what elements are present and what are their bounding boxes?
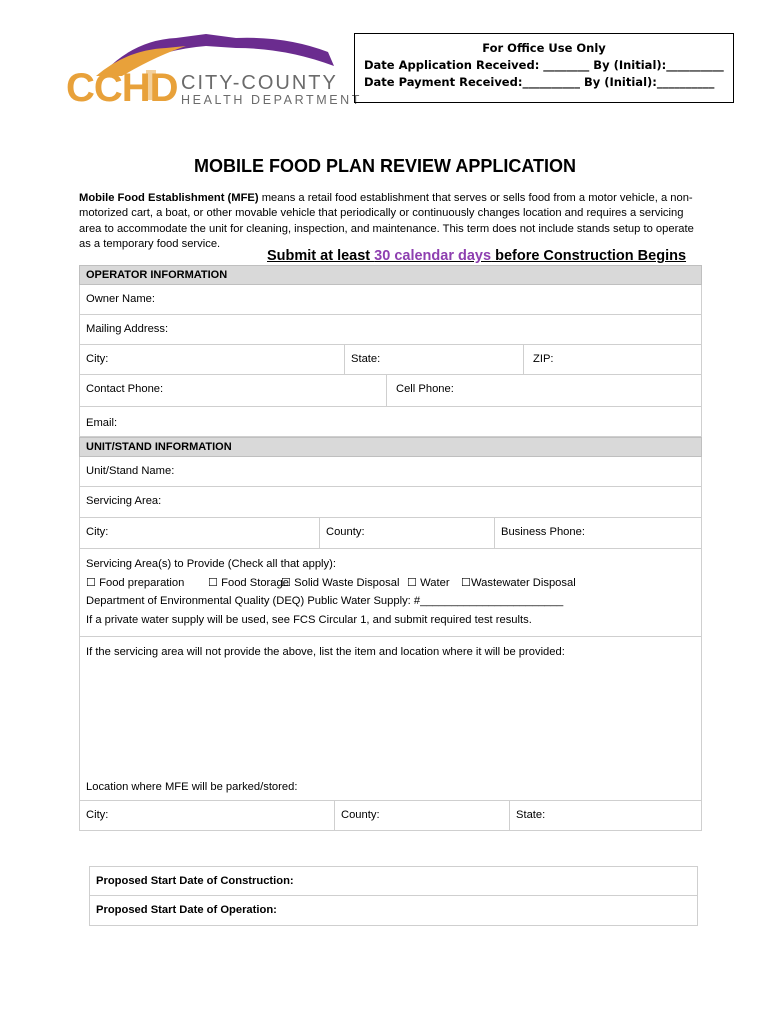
cell-phone-label: Cell Phone: xyxy=(396,383,454,395)
mailing-address-field[interactable] xyxy=(79,315,702,345)
date-application-received[interactable]: Date Application Received: ________ By (Initial):__________ xyxy=(364,58,724,72)
owner-name-label: Owner Name: xyxy=(86,293,156,305)
business-phone-label: Business Phone: xyxy=(501,526,585,538)
servicing-provide-label: Servicing Area(s) to Provide (Check all that apply): xyxy=(86,558,336,570)
office-use-title: For Office Use Only xyxy=(482,41,606,55)
unit-section-header: UNIT/STAND INFORMATION xyxy=(79,437,702,457)
logo-health-department: HEALTH DEPARTMENT xyxy=(181,93,363,107)
intro-paragraph xyxy=(79,191,699,252)
location-state-field[interactable] xyxy=(509,801,701,830)
location-state-label: State: xyxy=(516,809,546,821)
construction-date-label: Proposed Start Date of Construction: xyxy=(96,875,294,887)
servicing-provide-block xyxy=(79,549,702,637)
date-payment-received[interactable]: Date Payment Received:__________ By (Initial):__________ xyxy=(364,75,715,89)
submit-highlight: 30 calendar days xyxy=(374,248,492,264)
deq-water-supply-field[interactable]: Department of Environmental Quality (DEQ) Public Water Supply: #_______________________ xyxy=(86,595,564,607)
checkbox-food-storage[interactable]: ☐ Food Storage xyxy=(208,577,289,589)
operation-date-field[interactable] xyxy=(89,896,698,926)
business-phone-field[interactable] xyxy=(494,518,701,548)
submit-pre: Submit at least xyxy=(267,248,375,264)
operator-state-label: State: xyxy=(351,353,381,365)
not-provide-textarea[interactable] xyxy=(79,637,702,801)
contact-phone-label[interactable]: Contact Phone: xyxy=(86,383,164,395)
operator-zip-field[interactable] xyxy=(523,345,701,374)
checkbox-water[interactable]: ☐ Water xyxy=(407,577,450,589)
unit-name-field[interactable] xyxy=(79,457,702,487)
logo-city-county: CITY-COUNTY xyxy=(181,72,338,94)
checkbox-wastewater[interactable]: ☐Wastewater Disposal xyxy=(461,577,576,589)
email-label: Email: xyxy=(86,417,118,429)
email-field[interactable] xyxy=(79,407,702,437)
unit-city-county-phone-row xyxy=(79,518,702,549)
location-city-county-state-row xyxy=(79,801,702,831)
unit-name-label: Unit/Stand Name: xyxy=(86,465,175,477)
location-parked-label: Location where MFE will be parked/stored: xyxy=(86,781,298,793)
page-title: MOBILE FOOD PLAN REVIEW APPLICATION xyxy=(194,156,576,176)
operator-section-header: OPERATOR INFORMATION xyxy=(79,265,702,285)
checkbox-food-preparation[interactable]: ☐ Food preparation xyxy=(86,577,185,589)
submit-notice xyxy=(267,248,686,264)
mfe-definition: means a retail food establishment that serves or sells food from a motor vehicle, a non-motorized cart, a boat, or other movable vehicle that periodically or continuously changes location and requires a servicing area to accommodate the unit for cleaning, inspection, and maintenance. This term does not include stands setup to operate as a temporary food service. xyxy=(79,192,694,250)
operator-city-state-zip-row xyxy=(79,345,702,375)
cell-phone-field[interactable] xyxy=(386,375,701,406)
submit-post: before Construction Begins xyxy=(491,248,687,264)
proposed-dates-table xyxy=(89,866,698,926)
mfe-term: Mobile Food Establishment (MFE) xyxy=(79,192,259,204)
mailing-address-label: Mailing Address: xyxy=(86,323,169,335)
phone-row xyxy=(79,375,702,407)
owner-name-field[interactable] xyxy=(79,285,702,315)
unit-county-label: County: xyxy=(326,526,365,538)
unit-city-label[interactable]: City: xyxy=(86,526,109,538)
private-water-note: If a private water supply will be used, see FCS Circular 1, and submit required test results. xyxy=(86,614,532,626)
not-provide-label: If the servicing area will not provide the above, list the item and location where it will be provided: xyxy=(86,646,565,658)
office-use-box xyxy=(354,33,734,103)
operator-city-label[interactable]: City: xyxy=(86,353,109,365)
location-county-label: County: xyxy=(341,809,380,821)
operator-zip-label: ZIP: xyxy=(533,353,554,365)
servicing-area-field[interactable] xyxy=(79,487,702,518)
location-city-label[interactable]: City: xyxy=(86,809,109,821)
operation-date-label: Proposed Start Date of Operation: xyxy=(96,904,277,916)
logo-cchd-text: CCHD xyxy=(66,66,178,110)
application-form xyxy=(79,265,702,831)
servicing-area-label: Servicing Area: xyxy=(86,495,162,507)
checkbox-solid-waste[interactable]: ☐ Solid Waste Disposal xyxy=(281,577,400,589)
construction-date-field[interactable] xyxy=(89,866,698,896)
